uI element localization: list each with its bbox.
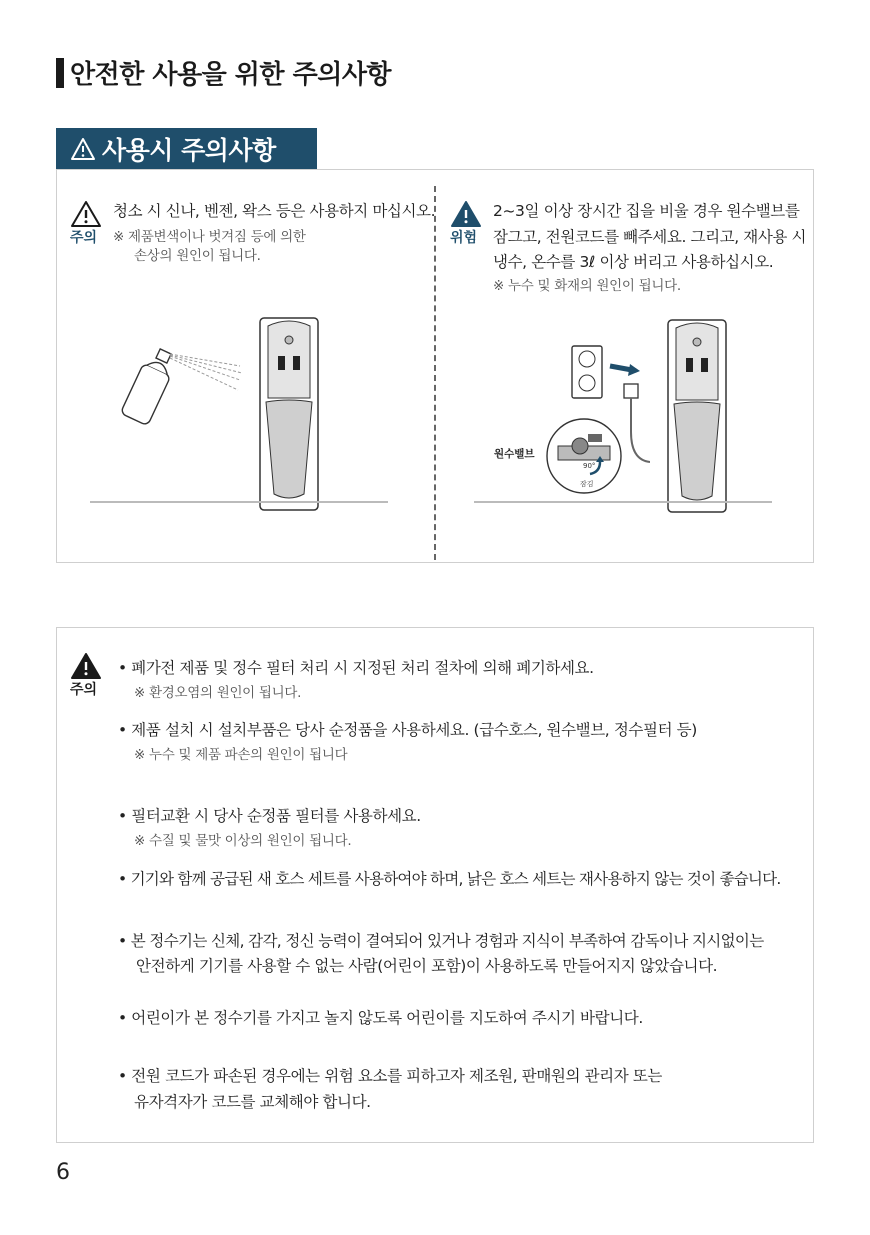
valve-angle: 90° <box>583 462 596 470</box>
water-purifier-illustration-right <box>666 318 728 514</box>
caution-item-5-line2: 안전하게 기기를 사용할 수 없는 사람(어린이 포함)이 사용하도록 만들어지지 않았습니다. <box>136 957 718 975</box>
danger-note: ※ 누수 및 화재의 원인이 됩니다. <box>493 278 681 294</box>
caution-item-3: • 필터교환 시 당사 순정품 필터를 사용하세요. <box>118 807 421 825</box>
caution-item-4: • 기기와 함께 공급된 새 호스 세트를 사용하여야 하며, 낡은 호스 세트는 재사용하지 않는 것이 좋습니다. <box>118 870 781 888</box>
section-tab <box>56 128 317 170</box>
caution-note-1: ※ 제품변색이나 벗겨짐 등에 의한 <box>113 229 306 245</box>
page-title <box>56 54 391 91</box>
caution-item-7-line2: 유자격자가 코드를 교체해야 합니다. <box>134 1093 371 1111</box>
caution-item-7: • 전원 코드가 파손된 경우에는 위험 요소를 피하고자 제조원, 판매원의 관리자 또는 <box>118 1067 662 1085</box>
danger-text-line2: 잠그고, 전원코드를 빼주세요. 그리고, 재사용 시 <box>493 228 807 246</box>
caution-item-3-note: ※ 수질 및 물맛 이상의 원인이 됩니다. <box>134 833 352 849</box>
spray-can-illustration <box>120 340 250 430</box>
caution-item-2: • 제품 설치 시 설치부품은 당사 순정품을 사용하세요. (급수호스, 원수밸브, 정수필터 등) <box>118 721 697 739</box>
floor-line-left <box>90 501 388 503</box>
page-number: 6 <box>56 1160 70 1185</box>
caution-item-2-note: ※ 누수 및 제품 파손의 원인이 됩니다 <box>134 747 348 763</box>
caution-outline-icon <box>70 200 102 228</box>
caution-item-5: • 본 정수기는 신체, 감각, 정신 능력이 결여되어 있거나 경험과 지식이 부족하여 감독이나 지시없이는 <box>118 932 764 950</box>
panel-divider <box>434 186 436 560</box>
section-tab-label: 사용시 주의사항 <box>102 136 276 165</box>
valve-state: 잠김 <box>580 480 594 488</box>
danger-text-line1: 2~3일 이상 장시간 집을 비울 경우 원수밸브를 <box>493 202 800 220</box>
title-bar <box>56 58 64 88</box>
caution-item-1: • 폐가전 제품 및 정수 필터 처리 시 지정된 처리 절차에 의해 폐기하세요. <box>118 659 594 677</box>
general-caution-label: 주의 <box>70 682 98 698</box>
caution-filled-icon <box>70 652 102 680</box>
caution-label: 주의 <box>70 230 98 246</box>
caution-note-2: 손상의 원인이 됩니다. <box>134 248 261 264</box>
caution-text: 청소 시 신나, 벤젠, 왁스 등은 사용하지 마십시오. <box>113 202 436 220</box>
danger-filled-icon <box>450 200 482 228</box>
floor-line-right <box>474 501 772 503</box>
caution-item-6: • 어린이가 본 정수기를 가지고 놀지 않도록 어린이를 지도하여 주시기 바랍니다. <box>118 1009 643 1027</box>
water-purifier-illustration <box>258 316 320 512</box>
danger-label: 위험 <box>450 230 478 246</box>
page-title-text: 안전한 사용을 위한 주의사항 <box>70 60 392 90</box>
valve-label: 원수밸브 <box>494 448 535 460</box>
warning-triangle-icon <box>70 137 96 161</box>
danger-text-line3: 냉수, 온수를 3ℓ 이상 버리고 사용하십시오. <box>493 253 774 271</box>
caution-item-1-note: ※ 환경오염의 원인이 됩니다. <box>134 685 302 701</box>
